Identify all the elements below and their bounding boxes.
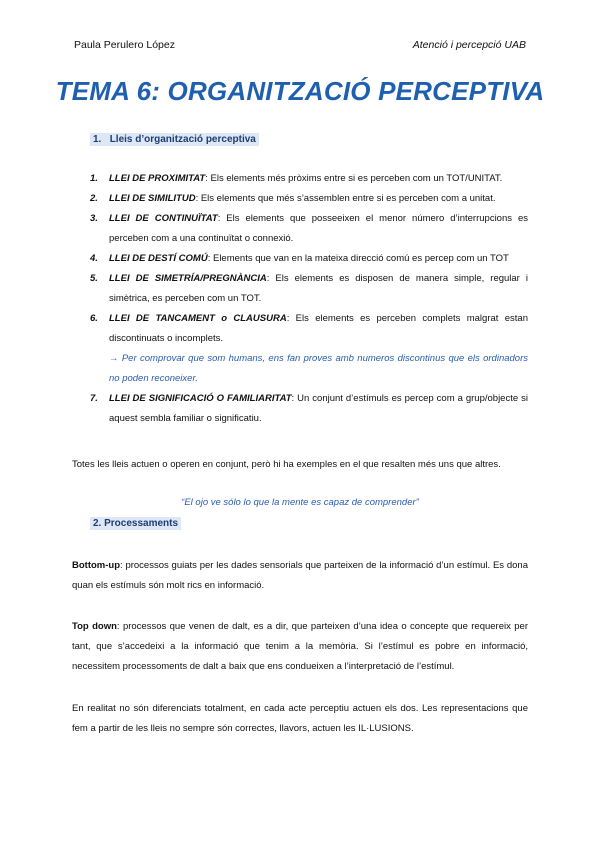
law-definition: : Un conjunt d’estímuls es percep com a grup/objecte si aquest sembla familiar o significatiu.: [109, 393, 528, 424]
law-name: LLEI DE TANCAMENT o CLAUSURA: [109, 313, 287, 324]
law-name: LLEI DE SIMILITUD: [109, 193, 196, 204]
top-down-text: : processos que venen de dalt, es a dir, que parteixen d’una idea o concepte que requereix per tant, que s’accedeixi a la informació que tenim a la memòria. Si l’estímul es pobre en informació, necessitem processoments de dalt a baix que ens condueixen a l’interpretació de l’estímul.: [72, 621, 528, 672]
section-1-heading: [90, 134, 259, 145]
section-2-title: 2. Processaments: [90, 517, 181, 530]
list-item-number: 7.: [90, 393, 98, 404]
list-item-number: 1.: [90, 173, 98, 184]
conclusion-paragraph: En realitat no són diferenciats totalment, en cada acte perceptiu actuen els dos. Les representacions que fem a partir de les lleis no sempre són correctes, llavors, actuen les IL·LUSIONS.: [72, 703, 528, 734]
list-item-number: 3.: [90, 213, 98, 224]
list-item: [90, 389, 528, 429]
bottom-up-term: Bottom-up: [72, 560, 121, 571]
quote: “El ojo ve sólo lo que la mente es capaz de comprender”: [181, 497, 419, 508]
laws-list: [90, 169, 528, 429]
list-item: [90, 309, 528, 389]
list-item: [90, 269, 528, 309]
law-definition: : Elements que van en la mateixa direcció comú es percep com un TOT: [207, 253, 509, 264]
bottom-up-text: : processos guiats per les dades sensorials que parteixen de la informació d’un estímul. Es dona quan els estímuls són molt rics en informació.: [72, 560, 528, 591]
list-item-number: 4.: [90, 253, 98, 264]
list-item: [90, 249, 528, 269]
list-item-number: 2.: [90, 193, 98, 204]
list-item-number: 5.: [90, 273, 98, 284]
law-definition: : Els elements que més s’assemblen entre si es perceben com a unitat.: [195, 193, 496, 204]
page-title: TEMA 6: ORGANITZACIÓ PERCEPTIVA: [55, 76, 545, 106]
law-name: LLEI DE PROXIMITAT: [109, 173, 206, 184]
law-name: LLEI DE DESTÍ COMÚ: [109, 253, 208, 264]
law-definition: : Els elements es perceben complets malgrat estan discontinuats o incomplets.: [109, 313, 528, 344]
list-item-number: 6.: [90, 313, 98, 324]
section-1-title: Lleis d’organització perceptiva: [109, 134, 256, 145]
law-name: LLEI DE SIMETRÍA/PREGNÀNCIA: [109, 273, 267, 284]
law-name: LLEI DE SIGNIFICACIÓ O FAMILIARITAT: [109, 393, 292, 404]
law-note: → Per comprovar que som humans, ens fan proves amb numeros discontinus que els ordinadors no poden reconeixer.: [109, 353, 528, 384]
top-down-term: Top down: [72, 621, 117, 632]
law-definition: : Els elements es disposen de manera simple, regular i simètrica, es perceben com un TOT.: [109, 273, 528, 304]
law-name: LLEI DE CONTINUÏTAT: [109, 213, 218, 224]
laws-summary: Totes les lleis actuen o operen en conjunt, però hi ha exemples en el que resalten més uns que altres.: [72, 459, 501, 470]
top-down-paragraph: [72, 617, 528, 677]
section-2-heading: [90, 518, 181, 529]
header-course: Atenció i percepció UAB: [412, 39, 526, 51]
law-definition: : Els elements més pròxims entre si es perceben com un TOT/UNITAT.: [205, 173, 503, 184]
section-1-number: 1.: [93, 134, 102, 145]
header-author: Paula Perulero López: [74, 39, 175, 51]
list-item: [90, 169, 528, 189]
list-item: [90, 189, 528, 209]
list-item: [90, 209, 528, 249]
bottom-up-paragraph: [72, 556, 528, 596]
law-definition: : Els elements que posseeixen el menor número d’interrupcions es perceben com a una continuïtat o connexió.: [109, 213, 529, 244]
